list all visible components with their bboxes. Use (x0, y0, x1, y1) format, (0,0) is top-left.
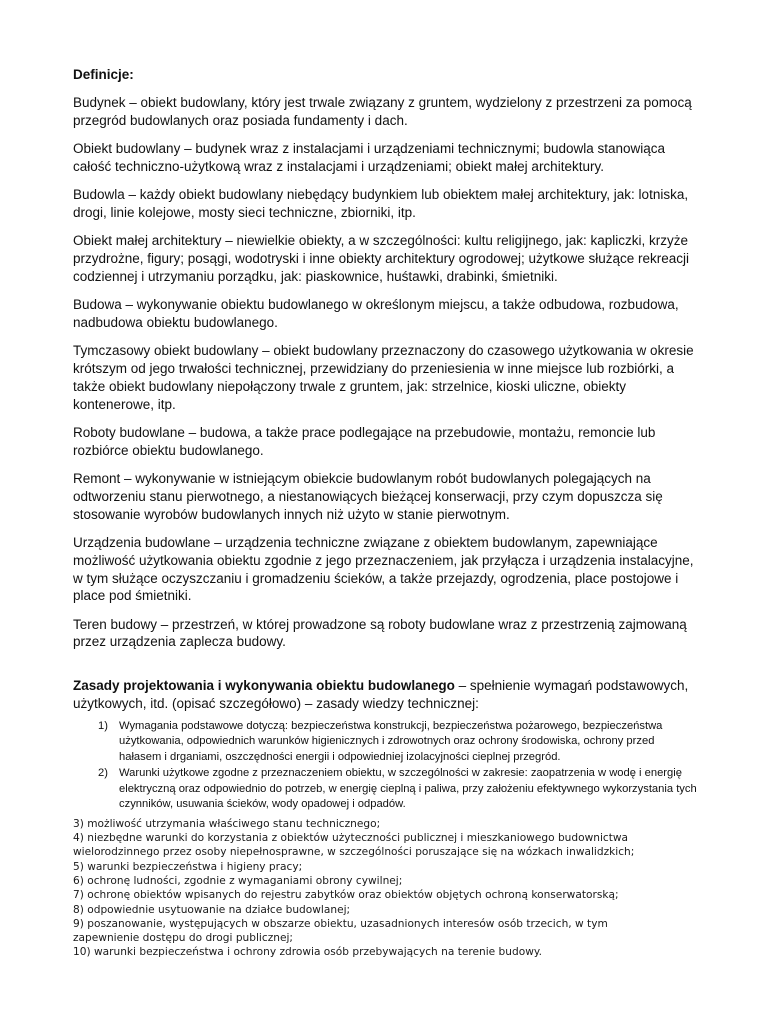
document-content (73, 66, 698, 960)
principles-title: Zasady projektowania i wykonywania obiektu budowlanego (73, 678, 455, 694)
definition-paragraph: Obiekt małej architektury – niewielkie obiekty, a w szczególności: kultu religijnego, jak: kapliczki, krzyże przydrożne, figury; posągi, wodotryski i inne obiekty architektury ogrodowej; użytkowe służące rekreacji codziennej i utrzymaniu porządku, jak: piaskownice, huśtawki, drabinki, śmietniki. (73, 233, 690, 284)
principles-intro (73, 677, 698, 713)
list-item (73, 719, 698, 766)
principles-title-rest: – spełnienie wymagań podstawowych, użytkowych, itd. (opisać szczegółowo) – zasady wiedzy technicznej: (73, 678, 689, 712)
definition-paragraph: Teren budowy – przestrzeń, w której prowadzone są roboty budowlane wraz z przestrzenią zajmowaną przez urządzenia zaplecza budowy. (73, 616, 687, 650)
list-item (73, 766, 698, 813)
list-item-number: 2) (98, 767, 108, 780)
definition-paragraph: Budowa – wykonywanie obiektu budowlanego w określonym miejscu, a także odbudowa, rozbudowa, nadbudowa obiektu budowlanego. (73, 297, 679, 330)
definition-paragraph: Tymczasowy obiekt budowlany – obiekt budowlany przeznaczony do czasowego użytkowania w okresie krótszym od jego trwałości technicznej, przewidziany do przeniesienia w inne miejsce lub rozbiórki, a także obiekt budowlany niepołączony trwale z gruntem, jak: strzelnice, kioski uliczne, obiekty kontenerowe, itp. (73, 343, 694, 412)
principles-list (73, 719, 698, 813)
scanned-line: 7) ochronę obiektów wpisanych do rejestru zabytków oraz obiektów objętych ochroną konserwatorską; (73, 889, 619, 902)
scanned-line: 8) odpowiednie usytuowanie na działce budowlanej; (73, 903, 351, 916)
scanned-line: 10) warunki bezpieczeństwa i ochrony zdrowia osób przebywających na terenie budowy. (73, 946, 542, 959)
scanned-line: 3) możliwość utrzymania właściwego stanu technicznego; (73, 817, 381, 830)
scanned-line: 9) poszanowanie, występujących w obszarze obiektu, uzasadnionych interesów osób trzecich, w tym (73, 917, 608, 930)
definition-paragraph: Urządzenia budowlane – urządzenia techniczne związane z obiektem budowlanym, zapewniające możliwość użytkowania obiektu zgodnie z jego przeznaczeniem, jak przyłącza i urządzenia instalacyjne, w tym służące oczyszczaniu i gromadzeniu ścieków, a także przejazdy, ogrodzenia, place postojowe i place pod śmietniki. (73, 534, 694, 604)
scanned-line: 4) niezbędne warunki do korzystania z obiektów użyteczności publicznej i mieszkaniowego budownictwa (73, 832, 629, 845)
definition-paragraph: Remont – wykonywanie w istniejącym obiekcie budowlanym robót budowlanych polegających na odtworzeniu stanu pierwotnego, a niestanowiących bieżącej konserwacji, przy czym dopuszcza się stosowanie wyrobów budowlanych innych niż użyto w stanie pierwotnym. (73, 471, 663, 522)
scanned-line: 6) ochronę ludności, zgodnie z wymaganiami obrony cywilnej; (73, 875, 403, 887)
scanned-list (73, 817, 698, 960)
list-item-number: 1) (98, 719, 108, 732)
definitions-heading: Definicje: (73, 67, 134, 82)
definition-paragraph: Budynek – obiekt budowlany, który jest trwale związany z gruntem, wydzielony z przestrzeni za pomocą przegród budowlanych oraz posiada fundamenty i dach. (73, 95, 692, 128)
definition-paragraph: Budowla – każdy obiekt budowlany niebędący budynkiem lub obiektem małej architektury, jak: lotniska, drogi, linie kolejowe, mosty sieci techniczne, zbiorniki, itp. (73, 187, 689, 220)
scanned-line: 5) warunki bezpieczeństwa i higieny pracy; (73, 860, 303, 873)
principles-section (73, 677, 698, 960)
scanned-line: zapewnienie dostępu do drogi publicznej; (73, 932, 293, 945)
list-item-text: Wymagania podstawowe dotyczą: bezpieczeństwa konstrukcji, bezpieczeństwa pożarowego, bezpieczeństwa użytkowania, odpowiednich warunków higienicznych i zdrowotnych oraz ochrony środowiska, ochrony przed hałasem i drganiami, oszczędności energii i odpowiedniej izolacyjności cieplnej przegród. (119, 719, 663, 763)
definition-paragraph: Obiekt budowlany – budynek wraz z instalacjami i urządzeniami technicznymi; budowla stanowiąca całość techniczno-użytkową wraz z instalacjami i urządzeniami; obiekt małej architektury. (73, 141, 666, 174)
definition-paragraph: Roboty budowlane – budowa, a także prace podlegające na przebudowie, montażu, remoncie lub rozbiórce obiektu budowlanego. (73, 424, 656, 458)
scanned-line: wielorodzinnego przez osoby niepełnosprawne, w szczególności poruszające się na wózkach inwalidzkich; (73, 846, 635, 859)
list-item-text: Warunki użytkowe zgodne z przeznaczeniem obiektu, w szczególności w zakresie: zaopatrzenia w wodę i energię elektryczną oraz odpowiednio do potrzeb, w energię cieplną i paliwa, przy założeniu efektywnego wykorzystania tych czynników, usuwania ścieków, wody opadowej i odpadów. (119, 767, 697, 811)
